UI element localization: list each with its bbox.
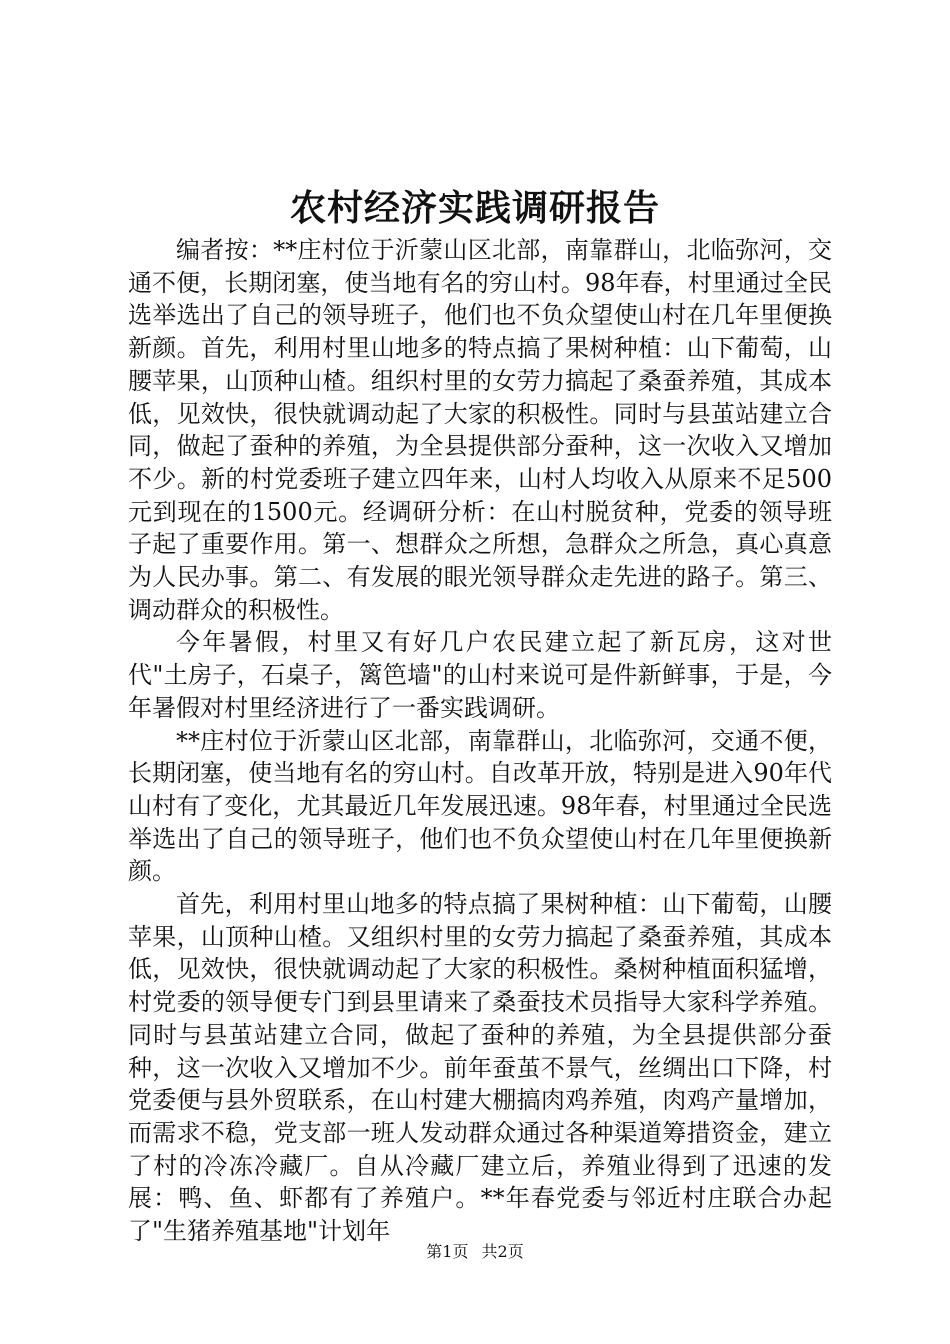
page-number-current: 第1页 xyxy=(426,1242,469,1261)
document-title: 农村经济实践调研报告 xyxy=(289,187,660,229)
paragraph-summer-intro: 今年暑假，村里又有好几户农民建立起了新瓦房，这对世代"土房子，石桌子，篱笆墙"的山村来说可是件新鲜事，于是，今年暑假对村里经济进行了一番实践调研。 xyxy=(128,628,832,722)
document-body xyxy=(128,234,832,1248)
paragraph-editor-note: 编者按：**庄村位于沂蒙山区北部，南靠群山，北临弥河，交通不便，长期闭塞，使当地有名的穷山村。98年春，村里通过全民选举选出了自己的领导班子，他们也不负众望使山村在几年里便换新颜。首先，利用村里山地多的特点搞了果树种植：山下葡萄，山腰苹果，山顶种山楂。组织村里的女劳力搞起了桑蚕养殖，其成本低，见效快，很快就调动起了大家的积极性。同时与县茧站建立合同，做起了蚕种的养殖，为全县提供部分蚕种，这一次收入又增加不少。新的村党委班子建立四年来，山村人均收入从原来不足500元到现在的1500元。经调研分析：在山村脱贫种，党委的领导班子起了重要作用。第一、想群众之所想，急群众之所急，真心真意为人民办事。第二、有发展的眼光领导群众走先进的路子。第三、调动群众的积极性。 xyxy=(128,236,832,624)
page-footer xyxy=(0,1240,950,1264)
paragraph-village-background: **庄村位于沂蒙山区北部，南靠群山，北临弥河，交通不便，长期闭塞，使当地有名的穷山村。自改革开放，特别是进入90年代山村有了变化，尤其最近几年发展迅速。98年春，村里通过全民选举选出了自己的领导班子，他们也不负众望使山村在几年里便换新颜。 xyxy=(128,726,832,886)
page-number-total: 共2页 xyxy=(481,1242,524,1261)
paragraph-development-measures: 首先，利用村里山地多的特点搞了果树种植：山下葡萄，山腰苹果，山顶种山楂。又组织村里的女劳力搞起了桑蚕养殖，其成本低，见效快，很快就调动起了大家的积极性。桑树种植面积猛增，村党委的领导便专门到县里请来了桑蚕技术员指导大家科学养殖。同时与县茧站建立合同，做起了蚕种的养殖，为全县提供部分蚕种，这一次收入又增加不少。前年蚕茧不景气，丝绸出口下降，村党委便与县外贸联系，在山村建大棚搞肉鸡养殖，肉鸡产量增加，而需求不稳，党支部一班人发动群众通过各种渠道筹措资金，建立了村的冷冻冷藏厂。自从冷藏厂建立后，养殖业得到了迅速的发展：鸭、鱼、虾都有了养殖户。**年春党委与邻近村庄联合办起了"生猪养殖基地"计划年 xyxy=(128,890,832,1246)
